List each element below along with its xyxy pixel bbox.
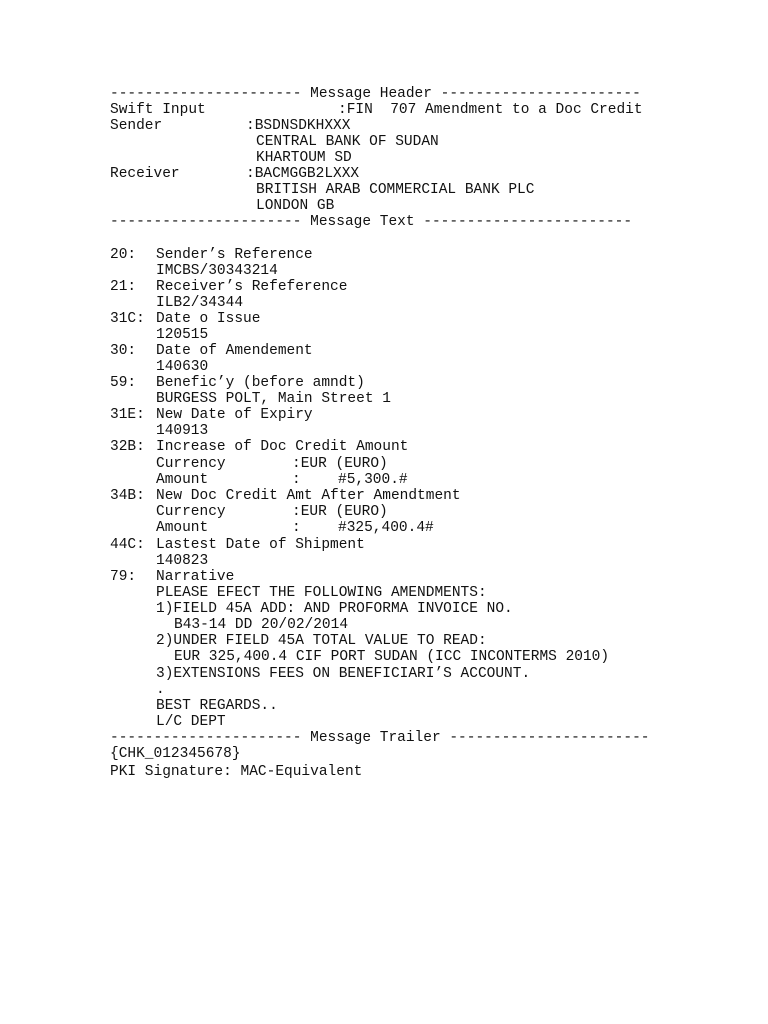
field-30-value: 140630 (156, 359, 209, 375)
field-30-tag: 30: (110, 343, 137, 359)
receiver-name: BRITISH ARAB COMMERCIAL BANK PLC (256, 182, 535, 198)
field-20-value: IMCBS/30343214 (156, 263, 278, 279)
field-31c-label: Date o Issue (156, 311, 261, 327)
field-59-tag: 59: (110, 375, 137, 391)
header-separator: ---------------------- Message Header ----------------------- (110, 86, 641, 102)
text-separator: ---------------------- Message Text ------------------------ (110, 214, 633, 230)
field-44c-label: Lastest Date of Shipment (156, 537, 365, 553)
field-20-label: Sender’s Reference (156, 247, 313, 263)
sender-location: KHARTOUM SD (256, 150, 352, 166)
swift-input-value: :FIN 707 Amendment to a Doc Credit (338, 102, 643, 118)
field-20-tag: 20: (110, 247, 137, 263)
field-34b-amount-value: #325,400.4# (338, 520, 434, 536)
field-59-label: Benefic’y (before amndt) (156, 375, 365, 391)
field-21-value: ILB2/34344 (156, 295, 244, 311)
pki-signature: PKI Signature: MAC-Equivalent (110, 764, 363, 780)
receiver-bic: :BACMGGB2LXXX (246, 166, 360, 182)
narrative-line: 2)UNDER FIELD 45A TOTAL VALUE TO READ: (156, 633, 487, 649)
sender-label: Sender (110, 118, 163, 134)
checksum: {CHK_012345678} (110, 746, 241, 762)
field-34b-currency-label: Currency (156, 504, 226, 520)
field-21-label: Receiver’s Refeference (156, 279, 348, 295)
trailer-separator: ---------------------- Message Trailer ----------------------- (110, 730, 650, 746)
field-31e-label: New Date of Expiry (156, 407, 313, 423)
field-31e-tag: 31E: (110, 407, 145, 423)
field-32b-currency-value: :EUR (EURO) (292, 456, 388, 472)
narrative-line: EUR 325,400.4 CIF PORT SUDAN (ICC INCONTERMS 2010) (174, 649, 610, 665)
field-34b-tag: 34B: (110, 488, 145, 504)
field-34b-label: New Doc Credit Amt After Amendtment (156, 488, 461, 504)
field-30-label: Date of Amendement (156, 343, 313, 359)
field-32b-amount-colon: : (292, 472, 301, 488)
field-34b-currency-value: :EUR (EURO) (292, 504, 388, 520)
field-59-value: BURGESS POLT, Main Street 1 (156, 391, 391, 407)
field-31c-value: 120515 (156, 327, 209, 343)
field-32b-currency-label: Currency (156, 456, 226, 472)
swift-input-label: Swift Input (110, 102, 206, 118)
field-34b-amount-label: Amount (156, 520, 209, 536)
field-79-tag: 79: (110, 569, 137, 585)
field-44c-tag: 44C: (110, 537, 145, 553)
narrative-line: BEST REGARDS.. (156, 698, 278, 714)
narrative-line: . (156, 682, 165, 698)
receiver-label: Receiver (110, 166, 180, 182)
narrative-line: 3)EXTENSIONS FEES ON BENEFICIARI’S ACCOUNT. (156, 666, 531, 682)
field-31c-tag: 31C: (110, 311, 145, 327)
field-32b-amount-label: Amount (156, 472, 209, 488)
field-32b-tag: 32B: (110, 439, 145, 455)
field-34b-amount-colon: : (292, 520, 301, 536)
narrative-line: B43-14 DD 20/02/2014 (174, 617, 349, 633)
narrative-line: PLEASE EFECT THE FOLLOWING AMENDMENTS: (156, 585, 487, 601)
field-44c-value: 140823 (156, 553, 209, 569)
field-79-label: Narrative (156, 569, 235, 585)
field-21-tag: 21: (110, 279, 137, 295)
field-32b-label: Increase of Doc Credit Amount (156, 439, 409, 455)
narrative-line: L/C DEPT (156, 714, 226, 730)
sender-bic: :BSDNSDKHXXX (246, 118, 351, 134)
field-31e-value: 140913 (156, 423, 209, 439)
field-32b-amount-value: #5,300.# (338, 472, 408, 488)
narrative-line: 1)FIELD 45A ADD: AND PROFORMA INVOICE NO. (156, 601, 513, 617)
receiver-location: LONDON GB (256, 198, 335, 214)
sender-name: CENTRAL BANK OF SUDAN (256, 134, 439, 150)
